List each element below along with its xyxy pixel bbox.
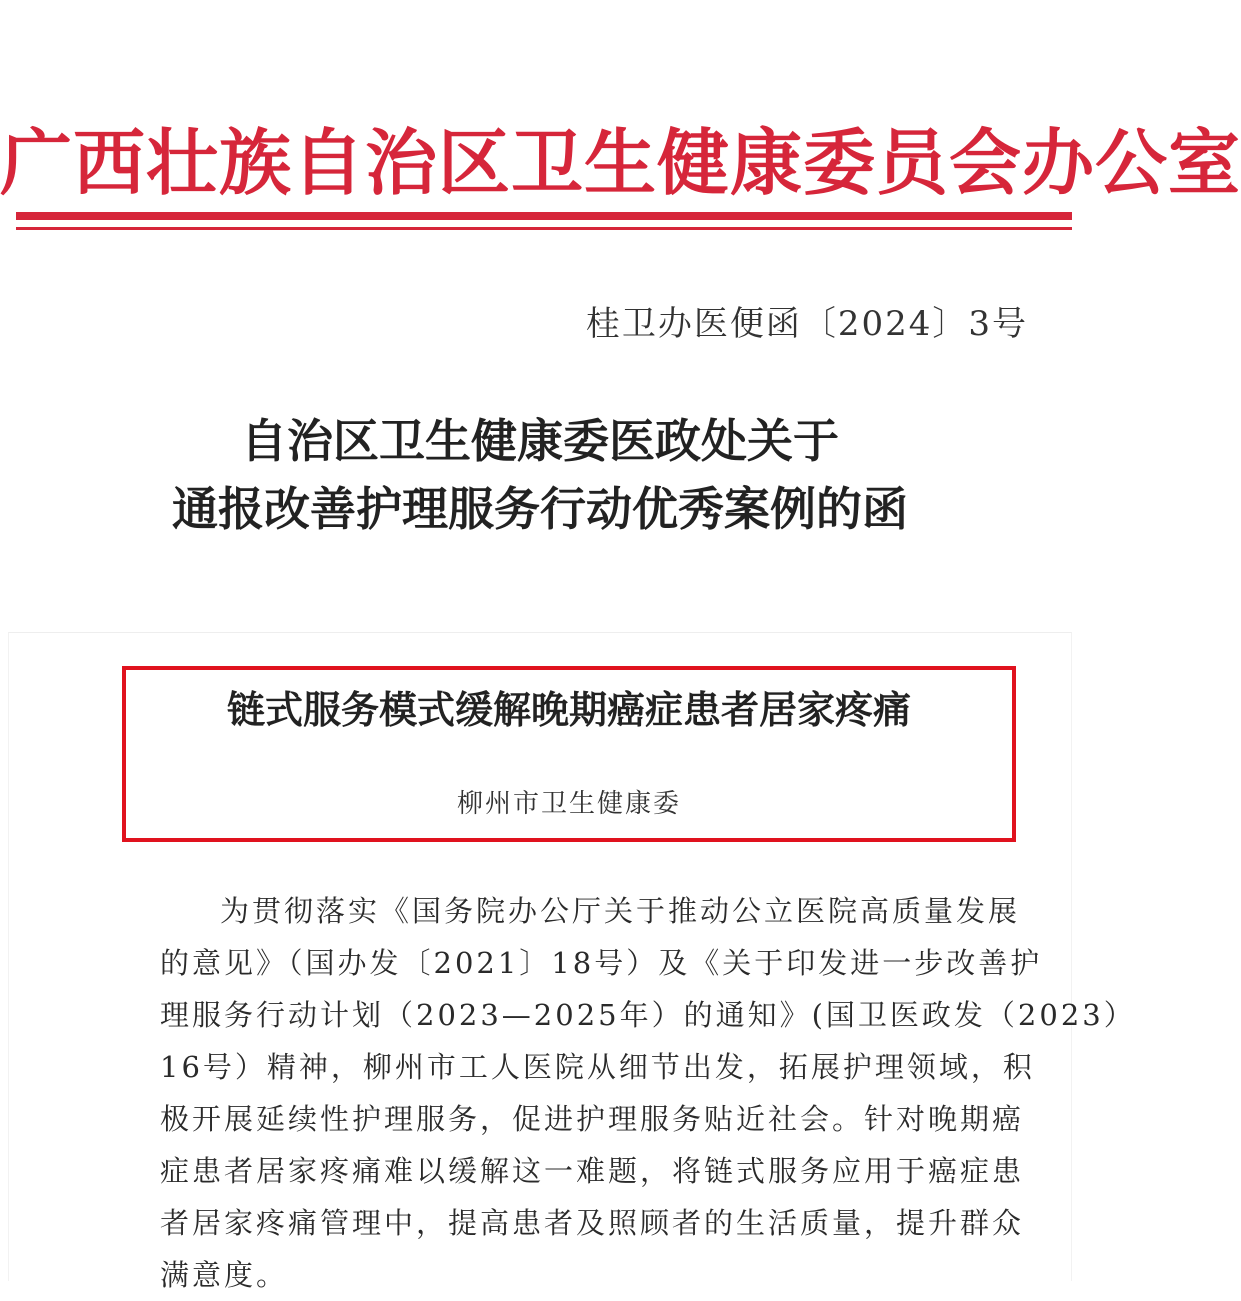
document-title-line-2: 通报改善护理服务行动优秀案例的函	[172, 482, 908, 536]
body-paragraph	[160, 885, 1136, 1301]
highlighted-case-box	[122, 666, 1016, 842]
body-line: 理服务行动计划（2023—2025年）的通知》(国卫医政发（2023）	[160, 998, 1136, 1032]
body-line: 的意见》（国办发〔2021〕18号）及《关于印发进一步改善护	[160, 946, 1043, 980]
issuer-header: 广西壮族自治区卫生健康委员会办公室	[0, 120, 1241, 205]
red-separator-thick	[16, 212, 1072, 220]
case-organization: 柳州市卫生健康委	[456, 789, 681, 819]
body-line: 为贯彻落实《国务院办公厅关于推动公立医院高质量发展	[220, 894, 1021, 928]
body-line: 16号）精神，柳州市工人医院从细节出发，拓展护理领域，积	[160, 1050, 1035, 1084]
body-line: 满意度。	[160, 1258, 289, 1292]
document-title-line-1: 自治区卫生健康委医政处关于	[241, 414, 839, 468]
red-separator-thin	[16, 227, 1072, 230]
body-line: 者居家疼痛管理中，提高患者及照顾者的生活质量，提升群众	[160, 1206, 1025, 1240]
body-line: 症患者居家疼痛难以缓解这一难题，将链式服务应用于癌症患	[160, 1154, 1025, 1188]
case-title: 链式服务模式缓解晚期癌症患者居家疼痛	[226, 687, 911, 732]
document-number: 桂卫办医便函〔2024〕3号	[585, 304, 1028, 344]
body-line: 极开展延续性护理服务，促进护理服务贴近社会。针对晚期癌	[160, 1102, 1025, 1136]
